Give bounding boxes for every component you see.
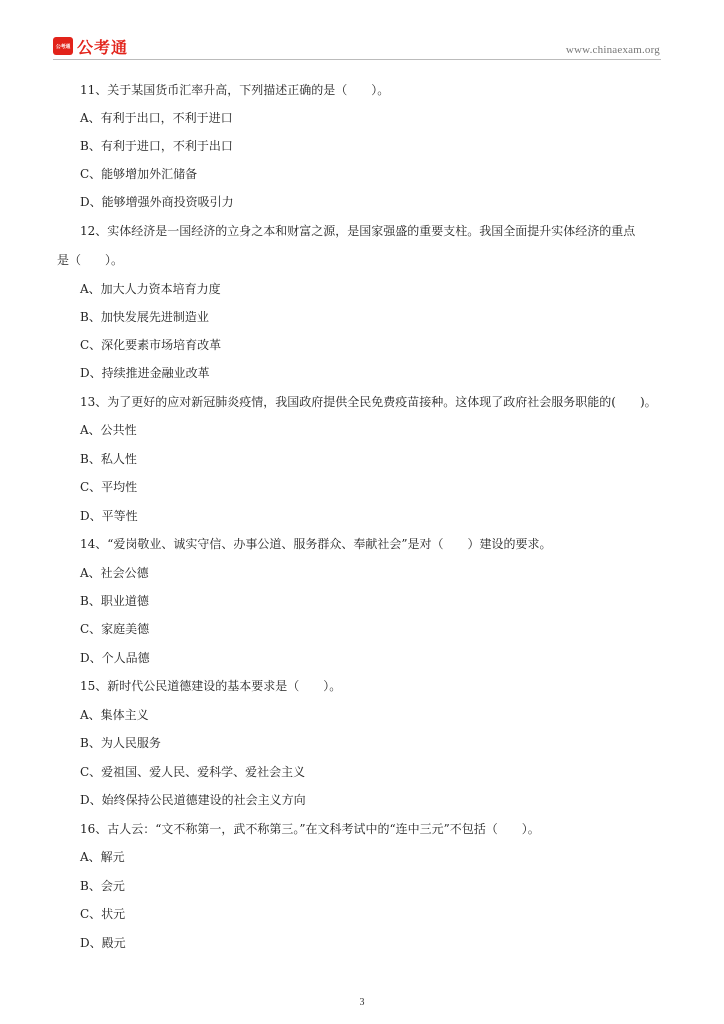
question-option: D、始终保持公民道德建设的社会主义方向	[80, 793, 306, 807]
question-option: C、能够增加外汇储备	[80, 167, 198, 181]
question-option: A、有利于出口，不利于进口	[80, 111, 233, 125]
question-stem: 11、关于某国货币汇率升高，下列描述正确的是（ ）。	[80, 83, 390, 97]
question-option: C、爱祖国、爱人民、爱科学、爱社会主义	[80, 765, 306, 779]
question-stem-continuation: 是（ ）。	[57, 253, 124, 267]
question-option: A、加大人力资本培育力度	[80, 282, 221, 296]
question-option: B、为人民服务	[80, 736, 161, 750]
site-url: www.chinaexam.org	[565, 44, 660, 56]
question-stem: 12、实体经济是一国经济的立身之本和财富之源，是国家强盛的重要支柱。我国全面提升实体经济的重点	[80, 224, 636, 238]
question-option: C、家庭美德	[80, 622, 150, 636]
question-stem: 16、古人云：“文不称第一，武不称第三。”在文科考试中的“连中三元”不包括（ ）。	[80, 822, 540, 836]
question-stem: 13、为了更好的应对新冠肺炎疫情，我国政府提供全民免费疫苗接种。这体现了政府社会服务职能的( )。	[80, 395, 657, 409]
question-option: B、职业道德	[80, 594, 149, 608]
question-option: C、状元	[80, 907, 126, 921]
question-option: D、能够增强外商投资吸引力	[80, 195, 234, 209]
question-option: A、解元	[80, 850, 125, 864]
question-option: A、集体主义	[80, 708, 149, 722]
page-number: 3	[359, 997, 365, 1008]
question-option: B、私人性	[80, 452, 137, 466]
question-option: B、有利于进口，不利于出口	[80, 139, 233, 153]
logo-badge-icon: 公考通	[53, 37, 73, 55]
question-option: B、会元	[80, 879, 125, 893]
question-stem: 14、“爱岗敬业、诚实守信、办事公道、服务群众、奉献社会”是对（ ）建设的要求。	[80, 537, 552, 551]
question-option: D、平等性	[80, 509, 138, 523]
question-option: C、深化要素市场培育改革	[80, 338, 222, 352]
question-option: C、平均性	[80, 480, 138, 494]
question-option: B、加快发展先进制造业	[80, 310, 209, 324]
question-option: D、个人品德	[80, 651, 150, 665]
question-option: D、持续推进金融业改革	[80, 366, 210, 380]
question-option: A、公共性	[80, 423, 137, 437]
question-option: D、殿元	[80, 936, 126, 950]
question-stem: 15、新时代公民道德建设的基本要求是（ ）。	[80, 679, 342, 693]
logo-text: 公考通	[77, 37, 129, 57]
question-option: A、社会公德	[80, 566, 149, 580]
